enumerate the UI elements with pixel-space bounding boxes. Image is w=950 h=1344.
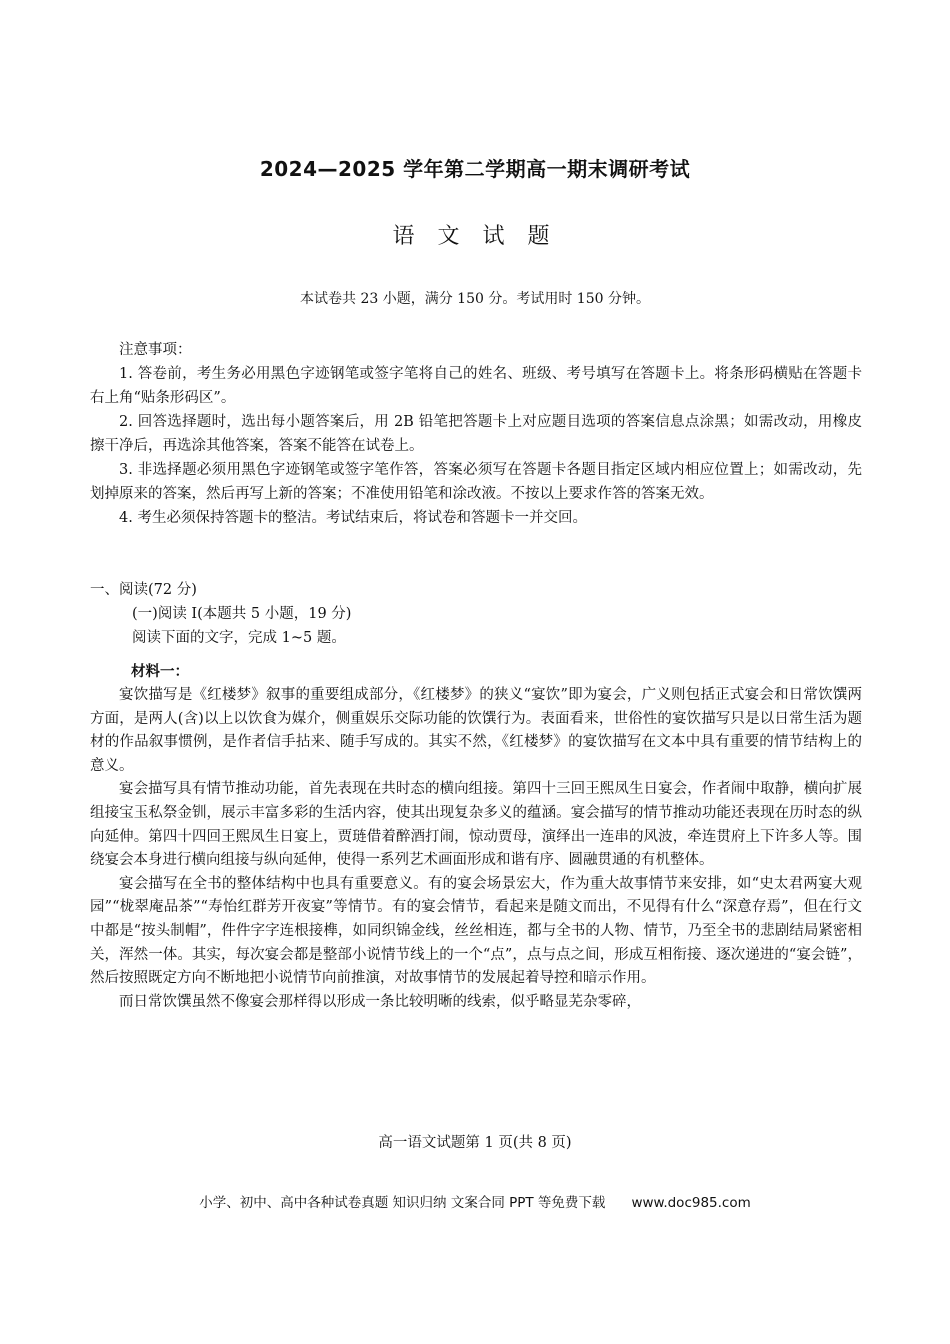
notice-item: 2. 回答选择题时，选出每小题答案后，用 2B 铅笔把答题卡上对应题目选项的答案信息点涂黑；如需改动，用橡皮擦干净后，再选涂其他答案，答案不能答在试卷上。 [90,414,862,454]
exam-info: 本试卷共 23 小题，满分 150 分。考试用时 150 分钟。 [300,291,650,307]
notice-item: 4. 考生必须保持答题卡的整洁。考试结束后，将试卷和答题卡一并交回。 [119,510,587,526]
subject-title: 语 文 试 题 [392,224,558,249]
article-paragraph: 宴会描写在全书的整体结构中也具有重要意义。有的宴会场景宏大，作为重大故事情节来安排，如“史太君两宴大观园”“栊翠庵品茶”“寿怡红群芳开夜宴”等情节。有的宴会情节，看起来是随文而出，不见得有什么“深意存焉”，但在行文中都是“按头制帽”，件件字字连根接榫，如同织锦金线，丝丝相连，都与全书的人物、情节，乃至全书的悲剧结局紧密相关，浑然一体。其实，每次宴会都是整部小说情节线上的一个“点”，点与点之间，形成互相衔接、逐次递进的“宴会链”，然后按照既定方向不断地把小说情节向前推演，对故事情节的发展起着导控和暗示作用。 [90,875,862,987]
notice-item: 3. 非选择题必须用黑色字迹钢笔或签字笔作答，答案必须写在答题卡各题目指定区域内相应位置上；如需改动，先划掉原来的答案，然后再写上新的答案；不准使用铅笔和涂改液。不按以上要求作答的答案无效。 [90,462,862,502]
notices-block [90,338,862,530]
reading-instruction: 阅读下面的文字，完成 1~5 题。 [132,630,346,646]
notice-item: 1. 答卷前，考生务必用黑色字迹钢笔或签字笔将自己的姓名、班级、考号填写在答题卡上。将条形码横贴在答题卡右上角“贴条形码区”。 [90,366,862,406]
section-heading: 一、阅读(72 分) [90,582,197,598]
promo-site-link[interactable]: www.doc985.com [631,1195,751,1211]
promo-banner [0,1191,950,1211]
page-footer: 高一语文试题第 1 页(共 8 页) [378,1135,572,1151]
material-title: 材料一： [131,664,189,680]
article-paragraph: 而日常饮馔虽然不像宴会那样得以形成一条比较明晰的线索，似乎略显芜杂零碎， [119,993,641,1010]
subsection-heading: (一)阅读 I(本题共 5 小题，19 分) [132,606,352,622]
article-text [90,684,862,1014]
article-paragraph: 宴饮描写是《红楼梦》叙事的重要组成部分，《红楼梦》的狭义“宴饮”即为宴会，广义则包括正式宴会和日常饮馔两方面，是两人(含)以上以饮食为媒介，侧重娱乐交际功能的饮馔行为。表面看来，世俗性的宴饮描写只是以日常生活为题材的作品叙事惯例，是作者信手拈来、随手写成的。其实不然，《红楼梦》的宴饮描写在文本中具有重要的情节结构上的意义。 [90,687,862,774]
promo-text: 小学、初中、高中各种试卷真题 知识归纳 文案合同 PPT 等免费下载 [199,1195,606,1211]
article-paragraph: 宴会描写具有情节推动功能，首先表现在共时态的横向组接。第四十三回王熙凤生日宴会，作者闹中取静，横向扩展组接宝玉私祭金钏，展示丰富多彩的生活内容，使其出现复杂多义的蕴涵。宴会描写的情节推动功能还表现在历时态的纵向延伸。第四十四回王熙凤生日宴上，贾琏借着醉酒打闹，惊动贾母，演绎出一连串的风波，牵连贯府上下许多人等。围绕宴会本身进行横向组接与纵向延伸，使得一系列艺术画面形成和谐有序、圆融贯通的有机整体。 [90,781,862,869]
exam-title: 2024—2025 学年第二学期高一期末调研考试 [259,157,691,181]
section-header [90,578,862,650]
notices-heading: 注意事项： [119,342,192,358]
